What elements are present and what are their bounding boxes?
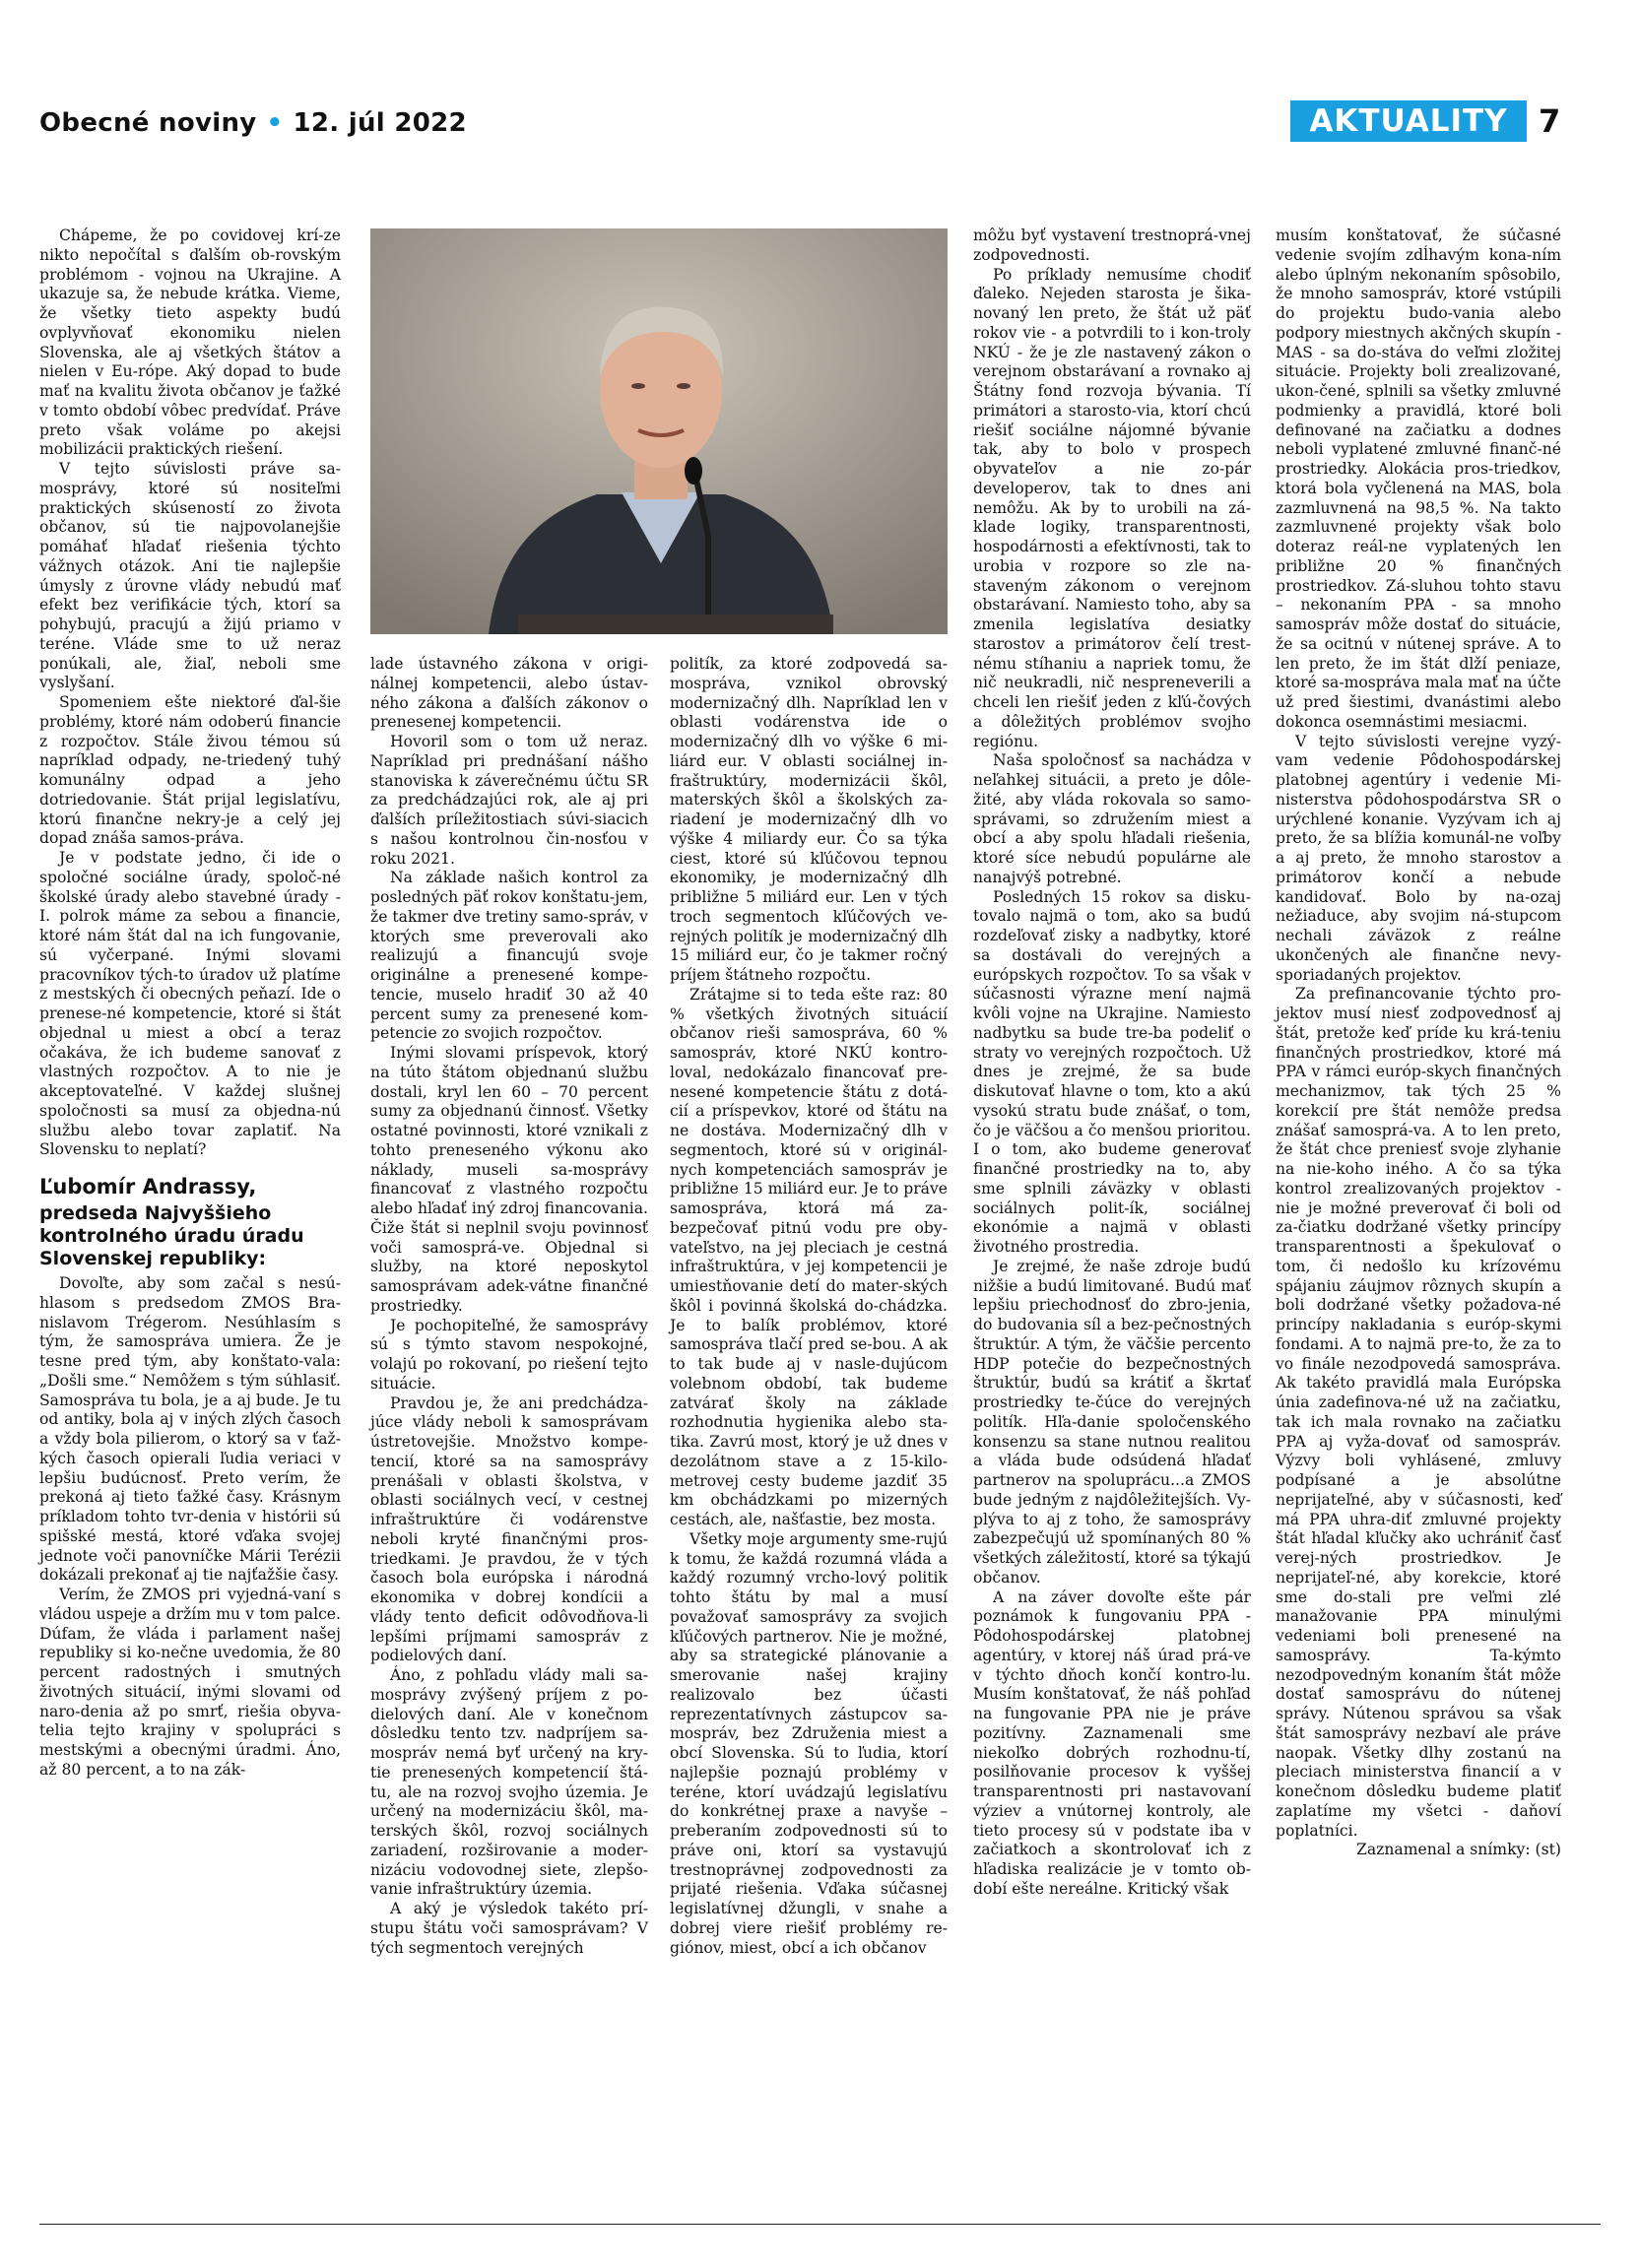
paragraph: môžu byť vystavení trestnoprá-vnej zodpovednosti. [973,227,1251,264]
paper-name: Obecné noviny [39,108,257,138]
bottom-rule [39,2224,1601,2225]
paragraph: musím konštatovať, že súčasné vedenie svojím zdĺhavým kona-ním alebo úplným nekonaním spôsobilo, že mnoho samospráv, ktoré vstúpili do projektu budo-vania alebo podpory miestnych akčných skupín - MAS - sa do-stáva do veľmi zložitej situácie. Projekty boli zrealizované, ukon-čené, splnili sa všetky zmluvné podmienky a pravidlá, ktoré boli definované na začiatku a dodnes neboli vyplatené zmluvné finanč-né prostriedky. Alokácia pros-triedkov, ktorá bola vyčlenená na MAS, bola zazmluvnená na 98,5 %. Na takto zazmluvnené projekty však bolo doteraz reál-ne vyplatených len približne 20 % finančných prostriedkov. Zá-sluhou tohto stavu – nekonaním PPA - sa mnoho samospráv môže dostať do situácie, že sa ocitnú v nútenej správe. A to len preto, že im štát dlží peniaze, ktoré sa-mospráva mala mať na účte už pred šiestimi, dvanástimi alebo dokonca osemnástimi mesiacmi. [1276,227,1561,731]
paragraph: Na základe našich kontrol za posledných päť rokov konštatu-jem, že takmer dve tretiny samo-správ, v ktorých sme preverovali ako realizujú a financujú svoje originálne a prenesené kompe-tencie, muselo hradiť 30 až 40 percent sumy za prenesené kom-petencie zo svojich rozpočtov. [370,869,648,1043]
separator-dot: • [266,108,284,138]
paragraph: Hovoril som o tom už neraz. Napríklad pri prednášaní nášho stanoviska k záverečnému účtu SR za predchádzajúci rok, ale aj pri ďalších príležitostiach súvi-siacich s našou kontrolnou čin-nosťou v roku 2021. [370,733,648,868]
paragraph: Áno, z pohľadu vlády mali sa-mosprávy zvýšený príjem z po-dielových daní. Ale v konečnom dôsledku tento tzv. nadpríjem sa-mospráv nemá byť určený na kry-tie prenesených kompetencií štá-tu, ale na rozvoj svojho územia. Je určený na modernizáciu škôl, ma-terských škôl, rozvoj sociálnych zariadení, rozširovanie a moder-nizáciu vodovodnej siete, zlepšo-vanie infraštruktúry územia. [370,1666,648,1899]
article-column-5 [1276,227,1561,1860]
byline-title: predseda Najvyššieho kontrolného úradu úradu Slovenskej republiky: [39,1202,304,1269]
paragraph: V tejto súvislosti práve sa-mosprávy, ktoré sú nositeľmi praktických skúseností zo života občanov, sú tie najpovolanejšie pomáhať hľadať riešenia týchto vážnych otázok. Ani tie najlepšie úmysly z úrovne vlády nebudú mať efekt bez verifikácie tých, ktorí sa pohybujú, pracujú a žijú priamo v teréne. Vláde sme to už neraz ponúkali, ale, žiaľ, neboli sme vyslyšaní. [39,460,341,692]
paragraph: Po príklady nemusíme chodiť ďaleko. Nejeden starosta je šika-novaný len preto, že štát už päť rokov vie - a potvrdili to i kon-troly NKÚ - že je zle nastavený zákon o verejnom obstarávaní a rovnako aj Štátny fond rozvoja bývania. Tí primátori a starosto-via, ktorí chcú riešiť sociálne nájomné bývanie tak, aby to bolo v prospech obyvateľov a nie zo-pár developerov, tak to dnes ani nemôžu. Ak by to urobili na zá-klade logiky, transparentnosti, hospodárnosti a efektívnosti, tak to urobia v rozpore so zle na-staveným zákonom o verejnom obstarávaní. Namiesto toho, aby sa zmenila legislatíva desiatky starostov a primátorov čelí trest-nému stíhaniu a napriek tomu, že nič neukradli, nič nespreneverili a chceli len riešiť jeden z kľú-čových a dôležitých problémov svojho regiónu. [973,265,1251,750]
paragraph: Všetky moje argumenty sme-rujú k tomu, že každá rozumná vláda a každý rozumný vrcho-lový politik tohto štátu by mal a musí považovať samosprávy za svojich kľúčových partnerov. Nie je možné, aby sa strategické plánovanie a smerovanie našej krajiny realizovalo bez účasti reprezentatívnych zástupcov sa-mospráv, bez Združenia miest a obcí Slovenska. Sú to ľudia, ktorí najlepšie poznajú problémy v teréne, ktorí uvádzajú legislatívu do konkrétnej praxe a navyše – preberaním zodpovednosti sú to práve oni, ktorí sa vystavujú trestnoprávnej zodpovednosti za prijaté riešenia. Vďaka súčasnej legislatívnej džungli, v snahe a dobrej viere riešiť problémy re-giónov, miest, obcí a ich občanov [670,1529,948,1957]
paragraph: Inými slovami príspevok, ktorý na túto štátom objednanú službu dostali, kryl len 60 – 70 percent sumy za objednanú činnosť. Všetky ostatné povinnosti, ktoré vznikali z tohto preneseného výkonu ako náklady, museli sa-mosprávy financovať z vlastného rozpočtu alebo hľadať iný zdroj financovania. Čiže štát si neplnil svoju povinnosť voči samosprá-ve. Objednal si služby, na ktoré neposkytol samosprávam adek-vátne finančné prostriedky. [370,1044,648,1315]
paragraph: Je pochopiteľné, že samosprávy sú s týmto stavom nespokojné, volajú po rokovaní, po riešení tejto situácie. [370,1316,648,1393]
masthead [39,108,467,138]
article-column-3 [670,655,948,1958]
paragraph: Zrátajme si to teda ešte raz: 80 % všetkých životných situácií občanov rieši samospráva, 60 % samospráv, ktoré NKÚ kontro-loval, nedokázalo financovať pre-nesené kompetencie štátu z dotá-cií a príspevkov, ktoré od štátu na ne dostáva. Modernizačný dlh v segmentoch, ktoré sú v originál-nych kompetenciách samospráv je približne 15 miliárd eur. Je to práve samospráva, ktorá má za-bezpečovať pitnú vodu pre oby-vateľstvo, na jej pleciach je cestná infraštruktúra, v jej kompetencii je umiestňovanie detí do mater-ských škôl i povinná školská do-chádzka. Je to balík problémov, ktoré samospráva tlačí pred se-bou. A ak to tak bude aj v nasle-dujúcom volebnom období, tak budeme zatvárať školy na základe rozhodnutia hygienika alebo sta-tika. Zavrú most, ktorý je už dnes v dezolátnom stave a z 15-kilo-metrovej cesty budeme jazdiť 35 km obchádzkami po mizerných cestách, ale, našťastie, bez mosta. [670,985,948,1528]
paragraph: V tejto súvislosti verejne vyzý-vam vedenie Pôdohospodárskej platobnej agentúry i vedenie Mi-nisterstva pôdohospodárstva SR o urýchlené konanie. Vyzývam ich aj preto, že sa blížia komunál-ne voľby a aj preto, že mnoho starostov a primátorov končí a nebude kandidovať. Bolo by na-ozaj nežiaduce, aby svojim ná-stupcom nechali záväzok z reálne ukončených ale finančne nevy-sporiadaných projektov. [1276,732,1561,984]
paragraph: Pravdou je, že ani predchádza-júce vlády neboli k samosprávam ústretovejšie. Množstvo kompe-tencií, ktoré sa na samosprávy prenášali v oblasti školstva, v oblasti sociálnych vecí, v cestnej infraštruktúre či vodárenstve neboli kryté finančnými pros-triedkami. Je pravdou, že v tých časoch bola európska i národná ekonomika v dobrej kondícii a vlády tento deficit odôvodňova-li lepšími príjmami samospráv z podielových daní. [370,1393,648,1665]
paragraph: A aký je výsledok takéto prí-stupu štátu voči samosprávam? V tých segmentoch verejných [370,1900,648,1957]
paragraph: politík, za ktoré zodpovedá sa-mospráva, vznikol obrovský modernizačný dlh. Napríklad len v oblasti vodárenstva ide o modernizačný dlh vo výške 6 mi-liárd eur. V oblasti sociálnej in-fraštruktúry, modernizácii škôl, materských škôl a školských za-riadení je modernizačný dlh vo výške 4 miliardy eur. Čo sa týka ciest, ktoré sú kľúčovou tepnou ekonomiky, je modernizačný dlh približne 5 miliárd eur. Len v tých troch segmentoch kľúčových ve-rejných politík je modernizačný dlh 15 miliárd eur, čo je takmer ročný príjem štátneho rozpočtu. [670,655,948,984]
paragraph: Dovoľte, aby som začal s nesú-hlasom s predsedom ZMOS Bra-nislavom Trégerom. Nesúhlasím s tým, že samospráva umiera. Že je tesne pred tým, aby konštato-vala: „Došli sme.“ Nemôžem s tým súhlasiť. Samospráva tu bola, je a aj bude. Je tu od antiky, bola aj v iných zlých časoch a vždy bola pilierom, o ktorý sa v ťaž-kých časoch opierali ľudia veriaci v lepšiu budúcnosť. Preto verím, že prekoná aj tieto ťažké časy. Krásnym príkladom tohto tvr-denia v histórii sú spišské mestá, ktoré vďaka svojej jednote voči panovníčke Márii Terézii dokázali prekonať aj tie najťažšie časy. [39,1274,341,1585]
article-column-2 [370,655,648,1958]
photo-credit: Zaznamenal a snímky: (st) [1356,1841,1561,1859]
photo-speaker-at-podium [370,228,948,634]
speaker-illustration [370,228,948,634]
paragraph: Posledných 15 rokov sa disku-tovalo najmä o tom, ako sa budú rozdeľovať zisky a nadbytky, ktoré sa dostávali do verejných a európskych rozpočtov. To sa však v súčasnosti výrazne mení najmä kvôli vojne na Ukrajine. Namiesto nadbytku sa bude tre-ba podeliť o straty vo verejných rozpočtoch. Už dnes je zrejmé, že sa bude diskutovať hlavne o tom, kto a akú vysokú stratu bude znášať, o tom, čo je väčšou a čo menšou prioritou. I o tom, ako budeme generovať finančné prostriedky na to, aby sme splnili záväzky v oblasti sociálnych polit-ík, sociálnej ekonómie a najmä v oblasti životného prostredia. [973,887,1251,1256]
paragraph: Verím, že ZMOS pri vyjedná-vaní s vládou uspeje a držím mu v tom palce. Dúfam, že vláda i parlament našej republiky si ko-nečne uvedomia, že 80 percent radostných i smutných životných situácií, inými slovami od naro-denia až po smrť, riešia obyva-telia tejto krajiny v spolupráci s mestskými a obecnými úradmi. Áno, až 80 percent, a to na zák- [39,1586,341,1779]
article-column-1 [39,227,341,1781]
paragraph: lade ústavného zákona v origi-nálnej kompetencii, alebo ústav-ného zákona a ďalších zákonov o prenesenej kompetencii. [370,655,648,732]
paragraph: Chápeme, že po covidovej krí-ze nikto nepočítal s ďalším ob-rovským problémom - vojnou na Ukrajine. A ukazuje sa, že nebude krátka. Vieme, že všetky tieto aspekty budú ovplyvňovať ekonomiku nielen Slovenska, ale aj všetkých štátov a nielen v Eu-rópe. Aký dopad to bude mať na kvalitu života občanov je ťažké v tomto období vôbec predvídať. Práve preto však voláme po akejsi mobilizácii praktických riešení. [39,227,341,459]
paragraph: Za prefinancovanie týchto pro-jektov musí niesť zodpovednosť aj štát, pretože keď príde ku krá-teniu finančných prostriedkov, ktoré má PPA v rámci európ-skych finančných mechanizmov, tak tých 25 % korekcií pre štát nemôže predsa znášať samosprá-va. A to len preto, že štát chce preniesť svoje zlyhanie na nie-koho iného. A čo sa týka kontrol zrealizovaných projektov - nie je možné preverovať či boli od za-čiatku dodržané všetky princípy transparentnosti a špekulovať o tom, či nedošlo ku krízovému spájaniu záujmov rôznych skupín a boli dodržané všetky požadova-né princípy nakladania s európ-skymi fondami. A to najmä pre-to, že za to vo finále nezodpovedá samospráva. Ak takéto pravidlá mala Európska únia zadefinova-né už na začiatku, tak ich mala rovnako na začiatku PPA aj vyža-dovať od samospráv. Výzvy boli vyhlásené, zmluvy podpísané a je absolútne neprijateľné, aby v súčasnosti, keď má PPA uhra-diť zmluvné projekty štát hľadal kľučky ako uchrániť časť verej-ných prostriedkov. Je neprijateľ-né, aby korekcie, ktoré sme do-stali pre veľmi zlé manažovanie PPA minulými vedeniami boli prenesené na samosprávy. Ta-kýmto nezodpovedným konaním štát môže dostať samosprávu do nútenej správy. Nútenou správou sa však štát samosprávy nezbaví ale práve naopak. Všetky dlhy zostanú na pleciach ministerstva financií a v konečnom dôsledku budeme platiť zaplatíme my všetci - daňoví poplatníci. [1276,985,1561,1840]
paragraph: A na záver dovoľte ešte pár poznámok k fungovaniu PPA - Pôdohospodárskej platobnej agentúry, v ktorej náš úrad prá-ve v týchto dňoch končí kontro-lu. Musím konštatovať, že náš pohľad na fungovanie PPA nie je práve pozitívny. Zaznamenali sme niekoľko dobrých rozhodnu-tí, posilňovanie procesov k vyššej transparentnosti pri nastavovaní výziev a vnútornej kontroly, ale tieto procesy sú v podstate iba v začiatkoch a skontrolovať ich z hľadiska realizácie je v tomto ob-dobí ešte nereálne. Kritický však [973,1588,1251,1898]
article-column-4 [973,227,1251,1900]
section-rubric: AKTUALITY [1290,100,1527,142]
page-number: 7 [1539,102,1561,140]
paragraph: Spomeniem ešte niektoré ďal-šie problémy, ktoré nám odoberú financie z rozpočtov. Stále živou témou sú napríklad odpady, ne-triedený tuhý komunálny odpad a jeho dotriedovanie. Štát prijal legislatívu, ktorú finančne nekry-je a celý jej dopad znáša samos-práva. [39,693,341,848]
paragraph: Je zrejmé, že naše zdroje budú nižšie a budú limitované. Budú mať lepšiu priechodnosť do zbro-jenia, do budovania síl a bez-pečnostných štruktúr. A tým, že väčšie percento HDP potečie do bezpečnostných štruktúr, budú sa krátiť a škrtať prostriedky te-čúce do verejných politík. Hľa-danie spoločenského konsenzu sa stane nutnou realitou a vláda bude odsúdená hľadať partnerov na spoluprácu...a ZMOS bude jedným z najdôležitejších. Vy-plýva to aj z toho, že samosprávy zabezpečujú už spomínaných 80 % všetkých záležitostí, ktoré sa týkajú občanov. [973,1257,1251,1587]
issue-date: 12. júl 2022 [293,108,467,138]
paragraph: Naša spoločnosť sa nachádza v neľahkej situácii, a preto je dôle-žité, aby vláda rokovala so samo-správami, so združením miest a obcí a aby spolu hľadali riešenia, ktoré síce nebudú populárne ale nanajvýš potrebné. [973,751,1251,886]
byline-name: Ľubomír Andrassy, [39,1175,257,1199]
paragraph: Je v podstate jedno, či ide o spoločné sociálne úrady, spoloč-né školské úrady alebo stavebné úrady - I. polrok máme za sebou a financie, ktoré nám štát dal na ich fungovanie, sú vyčerpané. Inými slovami pracovníkov tých-to úradov už platíme z mestských či obecných peňazí. Ide o prenese-né kompetencie, ktoré si štát objednal u miest a obcí a teraz očakáva, že ich budeme sanovať z vlastných rozpočtov. A to nie je akceptovateľné. V každej slušnej spoločnosti sa musí za objedna-nú službu alebo tovar zaplatiť. Na Slovensku to neplatí? [39,849,341,1159]
